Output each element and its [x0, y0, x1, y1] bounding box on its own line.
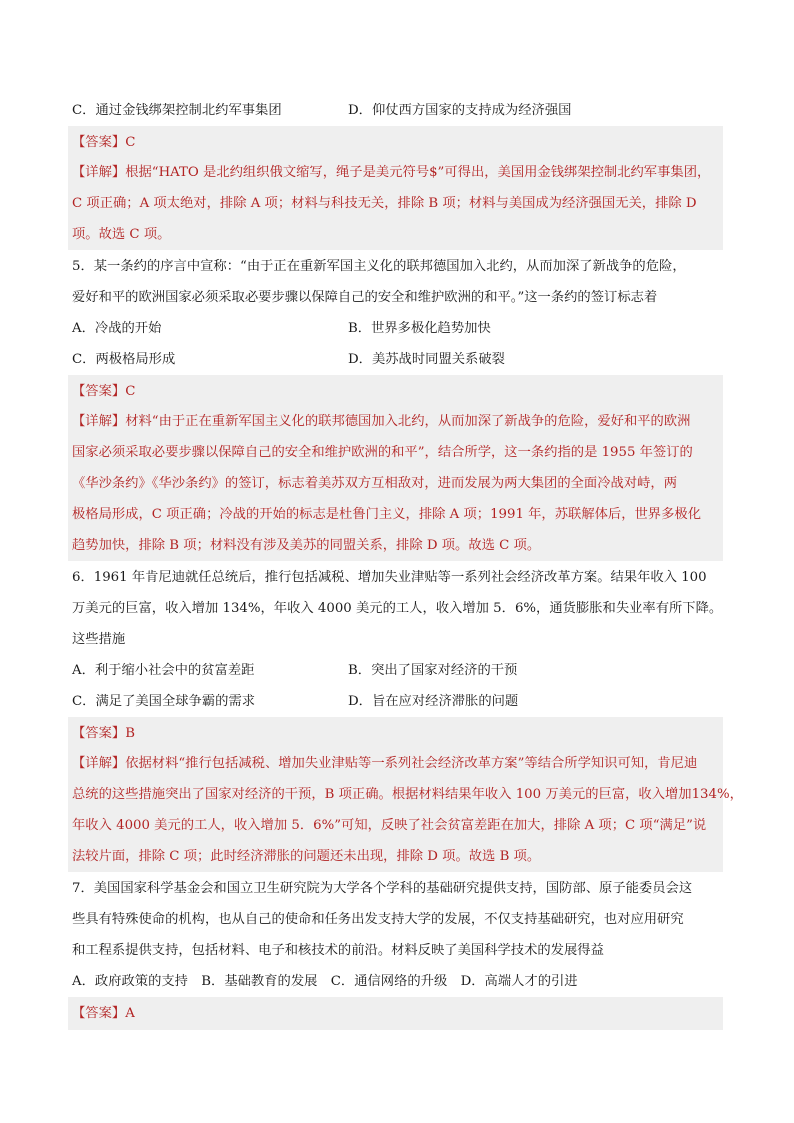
detail-tag: 【详解】 [72, 414, 126, 429]
q6-detail-line-3: 年收入 4000 美元的工人，收入增加 5．6%”可知，反映了社会贫富差距在加大，排除 A 项；C 项“满足”说 [72, 818, 707, 833]
q5-stem-line-2: 爱好和平的欧洲国家必须采取必要步骤以保障自己的安全和维护欧洲的和平。”这一条约的签订标志着 [72, 290, 658, 305]
answer-value: B [125, 726, 135, 741]
q7-stem-line-2: 些具有特殊使命的机构，也从自己的使命和任务出发支持大学的发展，不仅支持基础研究，也对应用研究 [72, 912, 684, 927]
q5-answer-panel [68, 375, 723, 561]
q7-answer-panel [68, 997, 723, 1030]
q5-stem-line-1: 5．某一条约的序言中宣称：“由于正在重新军国主义化的联邦德国加入北约，从而加深了新战争的危险， [72, 259, 686, 274]
q6-option-b: B．突出了国家对经济的干预 [348, 663, 518, 678]
q6-option-d: D．旨在应对经济滞胀的问题 [348, 694, 519, 709]
q6-stem-line-1: 6．1961 年肯尼迪就任总统后，推行包括减税、增加失业津贴等一系列社会经济改革方案。结果年收入 100 [72, 570, 707, 585]
q6-detail-line-4: 法较片面，排除 C 项；此时经济滞胀的问题还未出现，排除 D 项。故选 B 项。 [72, 849, 541, 864]
q5-detail-line-2: 国家必须采取必要步骤以保障自己的安全和维护欧洲的和平”，结合所学，这一条约指的是 1955 年签订的 [72, 445, 693, 460]
q6-option-a: A．利于缩小社会中的贫富差距 [72, 663, 255, 678]
q6-stem-line-3: 这些措施 [72, 632, 126, 647]
q4-detail-line-2: C 项正确；A 项太绝对，排除 A 项；材料与科技无关，排除 B 项；材料与美国成为经济强国无关，排除 D [72, 196, 697, 211]
q6-detail-line-1 [72, 755, 697, 773]
answer-tag: 【答案】 [72, 726, 126, 741]
q6-answer [72, 725, 135, 743]
answer-tag: 【答案】 [72, 1006, 126, 1021]
answer-tag: 【答案】 [72, 135, 126, 150]
q6-stem-line-2: 万美元的巨富，收入增加 134%，年收入 4000 美元的工人，收入增加 5．6%，通货膨胀和失业率有所下降。 [72, 601, 723, 616]
q5-option-a: A．冷战的开始 [72, 321, 162, 336]
answer-tag: 【答案】 [72, 384, 126, 399]
q4-answer [72, 134, 135, 152]
q6-option-c: C．满足了美国全球争霸的需求 [72, 694, 256, 709]
q4-option-d: D．仰仗西方国家的支持成为经济强国 [348, 103, 572, 118]
q4-detail-line-1 [72, 164, 710, 182]
q4-detail-line-3: 项。故选 C 项。 [72, 227, 171, 242]
q5-detail-line-1 [72, 413, 690, 431]
detail-tag: 【详解】 [72, 756, 126, 771]
q5-option-c: C．两极格局形成 [72, 352, 176, 367]
detail-text: 根据“HATO 是北约组织俄文缩写，绳子是美元符号$”可得出，美国用金钱绑架控制北约军事集团， [125, 165, 711, 180]
q5-detail-line-5: 趋势加快，排除 B 项；材料没有涉及美苏的同盟关系，排除 D 项。故选 C 项。 [72, 538, 541, 553]
q7-answer [72, 1005, 135, 1023]
q5-detail-line-4: 极格局形成，C 项正确；冷战的开始的标志是杜鲁门主义，排除 A 项；1991 年，苏联解体后，世界多极化 [72, 507, 701, 522]
detail-text: 材料“由于正在重新军国主义化的联邦德国加入北约，从而加深了新战争的危险，爱好和平的欧洲 [125, 414, 691, 429]
q5-option-b: B．世界多极化趋势加快 [348, 321, 491, 336]
answer-value: C [125, 135, 136, 150]
answer-value: A [125, 1006, 135, 1021]
q7-stem-line-3: 和工程系提供支持，包括材料、电子和核技术的前沿。材料反映了美国科学技术的发展得益 [72, 943, 604, 958]
q5-detail-line-3: 《华沙条约》《华沙条约》的签订，标志着美苏双方互相敌对，进而发展为两大集团的全面冷战对峙，两 [72, 476, 678, 491]
detail-tag: 【详解】 [72, 165, 126, 180]
q5-option-d: D．美苏战时同盟关系破裂 [348, 352, 505, 367]
q6-detail-line-2: 总统的这些措施突出了国家对经济的干预，B 项正确。根据材料结果年收入 100 万美元的巨富，收入增加134%， [72, 787, 743, 802]
q7-stem-line-1: 7．美国国家科学基金会和国立卫生研究院为大学各个学科的基础研究提供支持，国防部、原子能委员会这 [72, 881, 693, 896]
q7-options: A．政府政策的支持 B．基础教育的发展 C．通信网络的升级 D．高端人才的引进 [72, 974, 578, 989]
q5-answer [72, 383, 135, 401]
answer-value: C [125, 384, 136, 399]
detail-text: 依据材料“推行包括减税、增加失业津贴等一系列社会经济改革方案”等结合所学知识可知，肯尼迪 [125, 756, 698, 771]
q4-option-c: C．通过金钱绑架控制北约军事集团 [72, 103, 282, 118]
